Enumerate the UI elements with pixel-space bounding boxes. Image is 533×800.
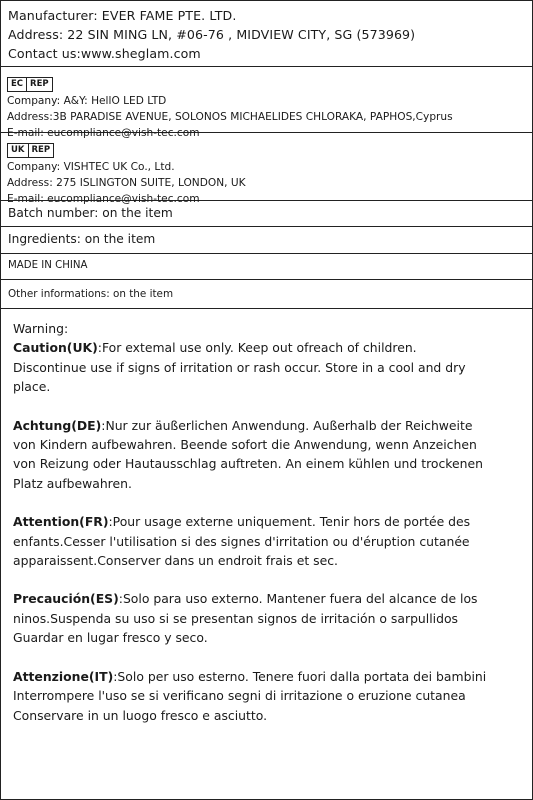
ec-rep-email: E-mail: eucompliance@vish-tec.com [7, 127, 200, 139]
warning-de-lead: Achtung(DE) [13, 417, 102, 433]
ec-rep-badge-left: EC [11, 79, 24, 89]
warning-it-lead: Attenzione(IT) [13, 668, 114, 684]
warning-fr-lead: Attention(FR) [13, 514, 109, 530]
warning-fr-line: enfants.Cesser l'utilisation si des signes d'irritation ou d'éruption cutanée [13, 533, 470, 549]
uk-rep-email: E-mail: eucompliance@vish-tec.com [7, 193, 200, 205]
warning-it-line: Interrompere l'uso se si verificano segni di irritazione o eruzione cutanea [13, 688, 466, 704]
warning-de-line: :Nur zur äußerlichen Anwendung. Außerhalb der Reichweite [101, 417, 473, 433]
warning-de-line: von Kindern aufbewahren. Beende sofort die Anwendung, wenn Anzeichen [13, 437, 477, 453]
warning-section [1, 309, 532, 799]
warning-title: Warning: [13, 321, 69, 336]
uk-rep-company: Company: VISHTEC UK Co., Ltd. [7, 161, 175, 173]
batch-number: Batch number: on the item [1, 201, 532, 227]
ec-rep-address: Address:3B PARADISE AVENUE, SOLONOS MICHAELIDES CHLORAKA, PAPHOS,Cyprus [7, 111, 453, 123]
manufacturer-name: Manufacturer: EVER FAME PTE. LTD. [8, 8, 237, 23]
warning-es-line: Guardar en lugar fresco y seco. [13, 630, 208, 646]
made-in: MADE IN CHINA [1, 254, 532, 280]
warning-uk [13, 338, 524, 396]
warning-de [13, 416, 524, 494]
warning-uk-line: Discontinue use if signs of irritation or rash occur. Store in a cool and dry [13, 359, 466, 375]
ec-rep-company: Company: A&Y: HellO LED LTD [7, 95, 167, 107]
manufacturer-address: Address: 22 SIN MING LN, #06-76 , MIDVIEW CITY, SG (573969) [8, 27, 416, 42]
warning-fr [13, 512, 524, 570]
warning-fr-line: :Pour usage externe uniquement. Tenir hors de portée des [108, 514, 471, 530]
other-informations: Other informations: on the item [1, 280, 532, 309]
warning-uk-lead: Caution(UK) [13, 340, 98, 356]
uk-rep-badge-left: UK [11, 145, 25, 155]
uk-rep-address: Address: 275 ISLINGTON SUITE, LONDON, UK [7, 177, 246, 189]
warning-es-line: :Solo para uso externo. Mantener fuera del alcance de los [118, 591, 478, 607]
ec-rep-badge-right: REP [26, 78, 52, 91]
warning-de-line: von Reizung oder Hautausschlag auftreten. An einem kühlen und trockenen [13, 456, 483, 472]
ec-rep-badge [7, 77, 53, 92]
warning-uk-line: place. [13, 379, 51, 395]
warning-it [13, 667, 524, 725]
uk-rep-badge-right: REP [28, 144, 54, 157]
warning-de-line: Platz aufbewahren. [13, 475, 132, 491]
warning-it-line: :Solo per uso esterno. Tenere fuori dalla portata dei bambini [113, 668, 487, 684]
warning-fr-line: apparaissent.Conserver dans un endroit frais et sec. [13, 553, 338, 569]
uk-rep-badge [7, 143, 54, 158]
warning-es [13, 589, 524, 647]
manufacturer-section [1, 1, 532, 67]
ec-rep-section [1, 67, 532, 139]
manufacturer-contact: Contact us:www.sheglam.com [8, 46, 201, 61]
warning-es-lead: Precaución(ES) [13, 591, 119, 607]
warning-uk-line: :For extemal use only. Keep out ofreach of children. [97, 340, 417, 356]
warning-es-line: ninos.Suspenda su uso si se presentan signos de irritación o sarpullidos [13, 610, 459, 626]
uk-rep-section [1, 133, 532, 205]
warning-it-line: Conservare in un luogo fresco e asciutto. [13, 707, 268, 723]
ingredients: Ingredients: on the item [1, 227, 532, 254]
